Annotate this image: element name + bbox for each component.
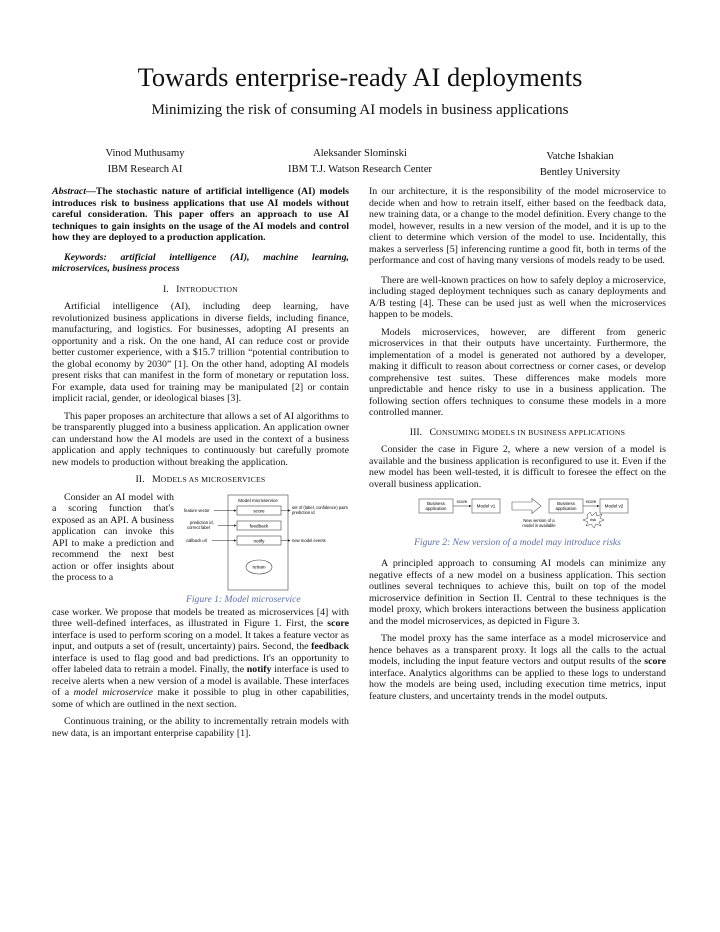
section-heading-consuming [369,427,666,439]
right-paragraph-3: Models microservices, however, are different from generic microservices in that their outputs have uncertainty. Furthermore, the implementation of a model is generated not authored by a developer, making it difficult to reason about correctness or corner cases, or develop comprehensive test suites. These differences make models more unpredictable and hence risky to use in a business application. The following section offers techniques to consume these models in a more controlled manner. [369,326,666,418]
paper-title: Towards enterprise-ready AI deployments [137,62,583,92]
retrain-label: retrain [252,564,266,570]
abstract-label: Abstract [52,186,87,197]
new-version-note-a: New version of a [523,518,555,523]
feedback-interface-label: feedback [249,522,269,528]
input-prediction-id: prediction id, [190,519,214,525]
text-run: make it possible to plug in other capabilities, some of which are outlined in the next section. [52,687,349,710]
section-title-initial: M [151,474,161,485]
keyword-notify: notify [246,664,272,675]
wrap-block [52,492,349,607]
microservice-title: Model microservice [238,497,278,503]
paper-subtitle: Minimizing the risk of consuming AI models in business applications [151,102,569,118]
keyword-score: score [327,618,349,629]
score-interface-label: score [253,507,265,513]
business-app-label-2b: application [555,506,577,511]
section-heading-introduction [52,284,349,296]
right-paragraph-2: There are well-known practices on how to safely deploy a microservice, including staged deployment techniques such as canary deployments and A/B testing [4]. These can be used just as well when the microservices happen to be models. [369,274,666,320]
section-heading-models [52,474,349,486]
model-version-diagram [369,496,666,540]
keyword-feedback: feedback [311,641,349,652]
keyword-score: score [644,656,666,667]
models-paragraph-1-rest [52,607,349,711]
left-column [52,186,349,745]
input-feature-vector: feature vector [184,507,210,513]
business-app-label-1b: application [425,506,447,511]
right-paragraph-1: In our architecture, it is the responsibility of the model microservice to decide when and how to retrain itself, either based on the feedback data, new training data, or a change to the model definition. Every change to the model, however, results in a new version of the model, and it is up to the client to determine which version of the model to use. Incidentally, this makes a serverless [5] inferencing runtime a good fit, both in terms of the performance and cost of having many versions of models ready to be used. [369,186,666,266]
keywords [52,252,349,275]
consume-paragraph-1: Consider the case in Figure 2, where a new version of a model is available and the business application is reconfigured to use it. Even if the new model has been well-tested, it is difficult to foresee the effect on the overall business application. [369,444,666,490]
author-2 [255,146,465,177]
business-app-label-2a: Business [557,501,575,506]
wrapped-text [52,492,174,607]
model-microservice-diagram [182,492,349,592]
models-paragraph-1-start: Consider an AI model with a scoring function that's exposed as an API. A business application can invoke this API to make a prediction and recommend the next best action or offer insights about the process to a [52,491,174,583]
author-affiliation: IBM Research AI [107,163,183,175]
business-app-label-1a: Business [427,501,445,506]
figure-1 [182,492,349,607]
section-number: III. [409,426,423,438]
new-version-note-b: model is available [522,523,556,528]
transition-arrow [512,499,541,514]
section-title-rest: NTRODUCTION [179,284,238,294]
text-run: interface. Analytics algorithms can be applied to these logs to understand how the models are being used, including execution time metrics, input feature clusters, and uncertainty trends in the model outputs. [369,667,666,702]
emphasis-model-microservice: model microservice [73,687,153,698]
notify-interface-label: notify [253,537,265,543]
author-name: Aleksander Slominski [313,148,407,159]
consume-paragraph-3 [369,633,666,702]
model-v1-label: Model v1 [476,503,496,509]
output-label-confidence: set of (label, confidence) pairs [292,504,348,510]
score-label-2: score [585,499,597,504]
section-number: II. [135,474,145,485]
output-prediction-id: prediction id [292,509,315,515]
models-paragraph-2: Continuous training, or the ability to incrementally retrain models with new data, is an important enterprise capability [1]. [52,716,349,739]
keywords-text: artificial intelligence (AI), machine learning, microservices, business process [52,251,349,274]
section-title-rest: ONSUMING MODELS IN BUSINESS APPLICATIONS [436,427,626,437]
section-title-initial: I [176,283,180,295]
keywords-label: Keywords: [64,251,107,263]
text-run: case worker. We propose that models be treated as microservices [4] with three well-defined interfaces, as illustrated in Figure 1. First, the [52,606,349,629]
abstract-text: —The stochastic nature of artificial intelligence (AI) models introduces risk to business applications that use AI models without careful consideration. This paper offers an approach to use AI techniques to gain insights on the usage of the AI models and control how they are deployed to a production application. [52,186,349,243]
input-callback-url: callback url [186,537,207,543]
right-column [369,186,666,708]
author-affiliation: IBM T.J. Watson Research Center [288,163,432,175]
intro-paragraph-2: This paper proposes an architecture that allows a set of AI algorithms to be transparently plugged into a business application. An application owner can understand how the AI models are used in the context of a business application and apply techniques to continuously but carefully promote new models to production without breaking the application. [52,410,349,468]
input-correct-label: correct label [187,524,210,530]
model-v2-label: Model v2 [604,503,624,509]
author-3 [495,149,665,180]
text-run: interface is used to flag good and bad predictions. It's an opportunity to offer labeled data to retrain a model. Finally, the [52,652,349,675]
author-name: Vinod Muthusamy [105,148,185,159]
text-run: interface is used to perform scoring on a model. It takes a feature vector as input, and outputs a set of (result, uncertainty) pairs. Second, the [52,629,349,652]
figure-1-caption: Figure 1: Model microservice [186,593,301,605]
author-name: Vatche Ishakian [546,151,614,162]
author-affiliation: Bentley University [539,166,621,178]
score-label-1: score [456,499,468,504]
author-1 [60,146,230,177]
consume-paragraph-2: A principled approach to consuming AI models can minimize any negative effects of a new model on a business application. This section outlines several techniques to achieve this, built on top of the model microservice definition in Section II. Central to these techniques is the model proxy, which brokers interactions between the business application and the model microservices, as depicted in Figure 3. [369,558,666,627]
intro-paragraph-1: Artificial intelligence (AI), including deep learning, have revolutionized business applications in diverse fields, including finance, manufacturing, and logistics. For businesses, adopting AI presents an opportunity and a risk. On the one hand, AI can reduce cost or provide better customer experience, with a $15.7 trillion “potential contribution to the global economy by 2030” [1]. On the other hand, adopting AI models present risks that can manifest in the form of monetary or reputation loss. For example, data used for training may be manipulated [2] or contain implicit racial, gender, or ideological biases [3]. [52,301,349,404]
abstract [52,186,349,244]
section-title-rest: ODELS AS MICROSERVICES [160,475,266,484]
section-number: I. [163,283,169,295]
output-new-model-events: new model events [292,537,326,543]
risk-label: risk [589,517,597,522]
text-run: interface is used to receive alerts when a new version of a model is available. These interfaces of a [52,664,349,698]
figure-2-caption: Figure 2: New version of a model may introduce risks [414,537,621,548]
figure-2 [369,496,666,558]
text-run: The model proxy has the same interface as a model microservice and hence behaves as a transparent proxy. It logs all the calls to the actual models, including the input feature vectors and output results of the [369,633,666,667]
section-title-initial: C [429,426,437,438]
